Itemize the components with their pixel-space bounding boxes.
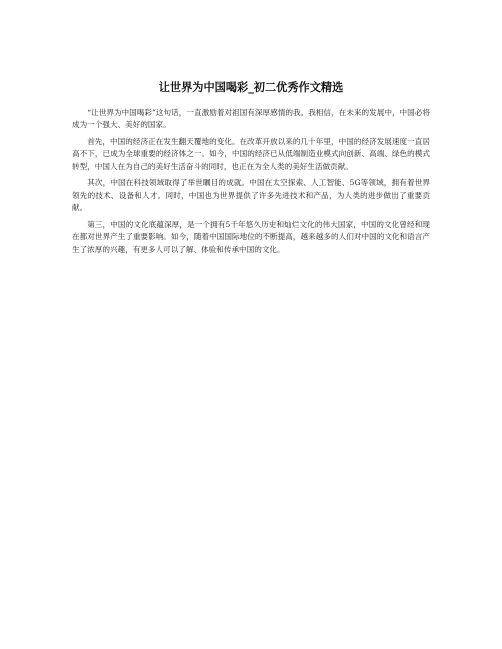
paragraph-economy: 首先，中国的经济正在发生翻天覆地的变化。在改革开放以来的几十年里，中国的经济发展速度一直居高不下，已成为全球重要的经济体之一。如今，中国的经济已从低端制造业模式向创新、高端、绿色的模式转型，中国人在为自己的美好生活奋斗的同时，也正在为全人类的美好生活做贡献。 — [72, 137, 430, 171]
paragraph-technology: 其次，中国在科技领域取得了举世瞩目的成就。中国在太空探索、人工智能、5G等领域，拥有着世界领先的技术、设备和人才。同时，中国也为世界提供了许多先进技术和产品，为人类的进步做出了重要贡献。 — [72, 178, 430, 213]
document-title: 让世界为中国喝彩_初二优秀作文精选 — [158, 81, 344, 94]
paragraph-intro: “让世界为中国喝彩”这句话，一直激励着对祖国有深厚感情的我。我相信，在未来的发展中，中国必将成为一个强大、美好的国家。 — [72, 108, 430, 130]
article-body — [72, 107, 430, 260]
paragraph-culture: 第三，中国的文化底蕴深厚，是一个拥有5千年悠久历史和灿烂文化的伟大国家，中国的文化曾经和现在都对世界产生了重要影响。如今，随着中国国际地位的不断提高，越来越多的人们对中国的文化和语言产生了浓厚的兴趣，有更多人可以了解、体验和传承中国的文化。 — [72, 219, 430, 254]
